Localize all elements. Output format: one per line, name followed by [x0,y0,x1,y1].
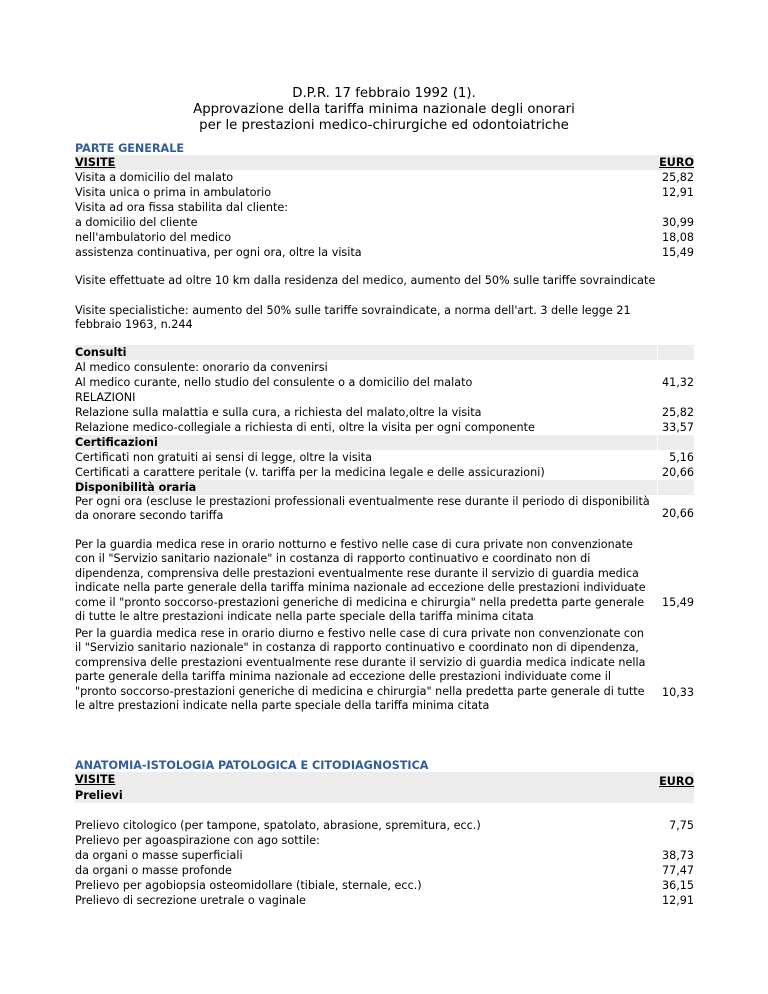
value-column-shade [658,480,694,495]
value-column-shade [658,345,694,360]
row-label: Prelievo di secrezione uretrale o vaginale [75,894,306,907]
table-row [75,185,694,200]
note-distance [75,273,694,288]
table-row [75,465,694,480]
table-row [75,848,694,863]
row-value: 41,32 [661,376,694,389]
table-row [75,878,694,893]
row-value: 12,91 [661,894,694,907]
prelievi-header-row [75,788,694,803]
table-row [75,420,694,435]
row-label: Certificati non gratuiti ai sensi di legge, oltre la visita [75,451,372,464]
guardia-notturna-value: 15,49 [661,596,694,609]
table-row [75,245,694,260]
table-row [75,405,694,420]
row-label: Relazione medico-collegiale a richiesta di enti, oltre la visita per ogni componente [75,421,535,434]
table-row [75,390,694,405]
table-row [75,818,694,833]
row-label: da organi o masse superficiali [75,849,243,862]
row-value: 7,75 [669,819,694,832]
euro-header: EURO [659,156,694,169]
row-label: Visita a domicilio del malato [75,171,234,184]
disponibilita-text: Per ogni ora (escluse le prestazioni professionali eventualmente rese durante il periodo di disponibilità da onorare secondo tariffa [75,495,650,523]
row-value: 5,16 [669,451,694,464]
table-row [75,833,694,848]
row-label: Certificati a carattere peritale (v. tariffa per la medicina legale e delle assicurazioni) [75,466,545,479]
guardia-diurna-value: 10,33 [661,686,694,699]
consulti-header: Consulti [75,346,127,359]
row-value: 77,47 [661,864,694,877]
visite-header: VISITE [75,156,116,169]
title-line-3: per le prestazioni medico-chirurgiche ed odontoiatriche [199,118,569,133]
table-row [75,170,694,185]
disponibilita-header: Disponibilità oraria [75,481,197,494]
table-row [75,893,694,908]
row-label: RELAZIONI [75,391,136,404]
prelievi-header: Prelievi [75,789,123,802]
table-row [75,360,694,375]
row-value: 20,66 [661,466,694,479]
disponibilita-header-row [75,480,657,495]
table-row [75,230,694,245]
title-line-2: Approvazione della tariffa minima nazionale degli onorari [193,102,575,117]
row-label: nell'ambulatorio del medico [75,231,232,244]
visite-header: VISITE [75,773,116,786]
guardia-notturna-text: Per la guardia medica rese in orario notturno e festivo nelle case di cura private non convenzionate con il "Servizio sanitario nazionale" in costanza di rapporto continuativo e coordinato non di dipendenza, comprensiva delle prestazioni eventualmente rese durante il servizio di guardia medica indicate nella parte generale della tariffa minima nazionale ad eccezione delle prestazioni individuate come il "pronto soccorso-prestazioni generiche di medicina e chirurgia" nella predetta parte generale di tutte le altre prestazioni indicate nella parte speciale della tariffa minima citata [75,538,646,624]
note-text: Visite effettuate ad oltre 10 km dalla residenza del medico, aumento del 50% sulle tariffe sovraindicate [75,274,656,287]
note-specialistiche: Visite specialistiche: aumento del 50% sulle tariffe sovraindicate, a norma dell'art. 3 delle legge 21 febbraio 1963, n.244 [75,304,631,332]
row-value: 30,99 [661,216,694,229]
table-row [75,200,694,215]
title-line-1: D.P.R. 17 febbraio 1992 (1). [292,86,476,101]
row-label: Al medico consulente: onorario da convenirsi [75,361,328,374]
row-label: Al medico curante, nello studio del consulente o a domicilio del malato [75,376,473,389]
document-title [0,86,768,134]
row-value: 12,91 [661,186,694,199]
row-label: Visita ad ora fissa stabilita dal cliente: [75,201,289,214]
certificazioni-header: Certificazioni [75,436,158,449]
table-row [75,450,694,465]
euro-header: EURO [659,775,694,788]
guardia-diurna-text: Per la guardia medica rese in orario diurno e festivo nelle case di cura private non convenzionate con il "Servizio sanitario nazionale" in costanza di rapporto continuativo e coordinato non di dipendenza, comprensiva delle prestazioni eventualmente rese durante il servizio di guardia medica indicate nella parte generale della tariffa minima nazionale ad eccezione delle prestazioni individuate come il "pronto soccorso-prestazioni generiche di medicina e chirurgia" nella predetta parte generale di tutte le altre prestazioni indicate nella parte speciale della tariffa minima citata [75,627,646,713]
disponibilita-value: 20,66 [661,507,694,520]
row-label: Prelievo citologico (per tampone, spatolato, abrasione, spremitura, ecc.) [75,819,481,832]
table-header-row [75,772,694,788]
table-row [75,215,694,230]
row-value: 38,73 [661,849,694,862]
row-value: 18,08 [661,231,694,244]
value-column-shade [658,435,694,450]
section-heading-parte-generale: PARTE GENERALE [75,142,184,155]
row-value: 15,49 [661,246,694,259]
row-label: Prelievo per agoaspirazione con ago sottile: [75,834,320,847]
certificazioni-header-row [75,435,657,450]
row-value: 25,82 [661,406,694,419]
row-label: da organi o masse profonde [75,864,232,877]
table-row [75,375,694,390]
row-label: Relazione sulla malattia e sulla cura, a richiesta del malato,oltre la visita [75,406,482,419]
consulti-header-row [75,345,657,360]
table-header-row [75,155,694,170]
section-heading-anatomia: ANATOMIA-ISTOLOGIA PATOLOGICA E CITODIAGNOSTICA [75,759,429,772]
row-label: Prelievo per agobiopsia osteomidollare (tibiale, sternale, ecc.) [75,879,422,892]
row-value: 33,57 [661,421,694,434]
row-label: a domicilio del cliente [75,216,198,229]
row-label: assistenza continuativa, per ogni ora, oltre la visita [75,246,362,259]
row-label: Visita unica o prima in ambulatorio [75,186,272,199]
row-value: 36,15 [661,879,694,892]
table-row [75,863,694,878]
row-value: 25,82 [661,171,694,184]
